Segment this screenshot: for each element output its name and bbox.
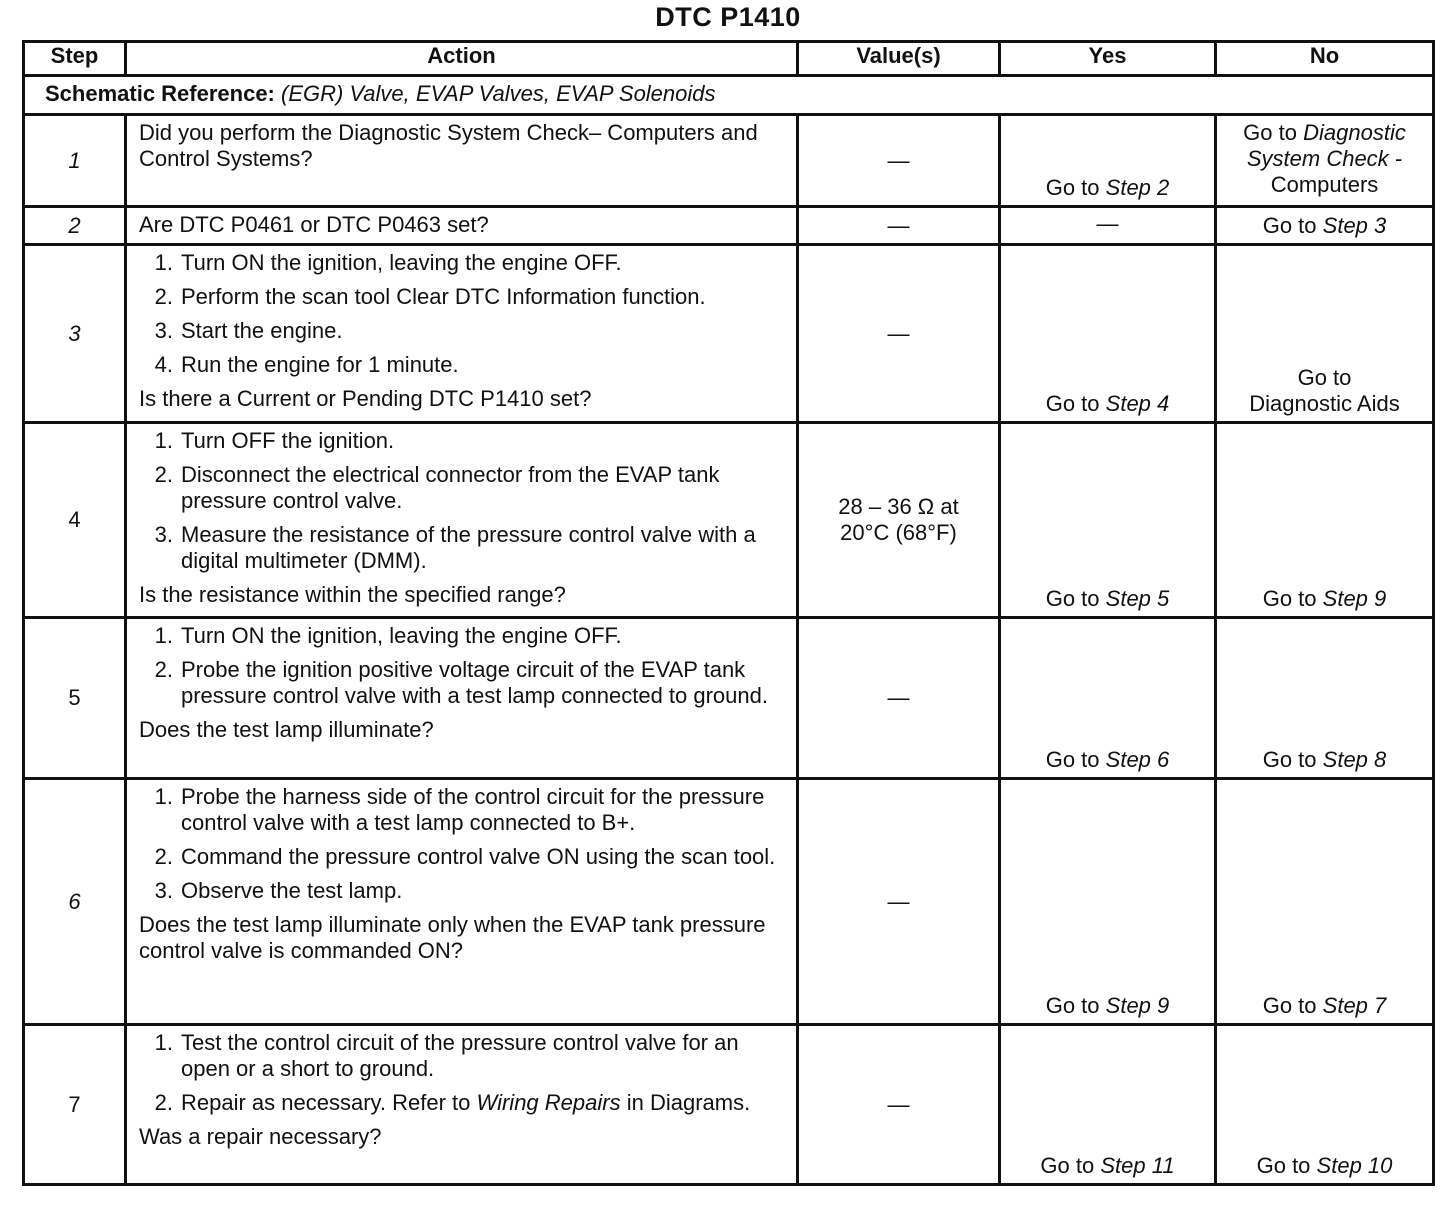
action-cell — [126, 1025, 798, 1185]
step-question: Is the resistance within the specified range? — [139, 582, 566, 607]
action-cell — [126, 245, 798, 423]
no-cell: Go to Diagnostic Aids — [1216, 245, 1434, 423]
instruction-list — [139, 1030, 784, 1116]
header-yes: Yes — [1000, 42, 1216, 76]
step-question: Did you perform the Diagnostic System Check– Computers and Control Systems? — [139, 120, 758, 171]
step-question: Are DTC P0461 or DTC P0463 set? — [139, 212, 489, 237]
no-step-link[interactable]: Step 10 — [1316, 1153, 1393, 1178]
instruction-list — [139, 784, 784, 904]
wiring-repairs-link[interactable]: Wiring Repairs — [476, 1090, 621, 1115]
no-cell: Go to Step 8 — [1216, 618, 1434, 779]
yes-step-link[interactable]: Step 11 — [1100, 1153, 1175, 1178]
step-question: Is there a Current or Pending DTC P1410 set? — [139, 386, 592, 411]
action-cell — [126, 423, 798, 618]
header-step: Step — [24, 42, 126, 76]
list-item: 2. Perform the scan tool Clear DTC Information function. — [154, 284, 706, 309]
value-cell: — — [798, 779, 1000, 1025]
value-cell: 28 – 36 Ω at 20°C (68°F) — [798, 423, 1000, 618]
step-number: 5 — [24, 618, 126, 779]
list-item: 1. Turn OFF the ignition. — [154, 428, 395, 453]
table-row — [24, 115, 1434, 207]
table-row — [24, 207, 1434, 245]
table-row — [24, 779, 1434, 1025]
step-number: 1 — [24, 115, 126, 207]
step-number: 7 — [24, 1025, 126, 1185]
yes-cell: Go to Step 9 — [1000, 779, 1216, 1025]
list-item: 2. Command the pressure control valve ON using the scan tool. — [154, 844, 776, 869]
action-cell — [126, 618, 798, 779]
no-step-link[interactable]: Step 7 — [1322, 993, 1387, 1018]
list-item: 1. Probe the harness side of the control circuit for the pressure control valve with a test lamp connected to B+. — [154, 784, 765, 835]
yes-cell: Go to Step 11 — [1000, 1025, 1216, 1185]
schematic-row — [24, 76, 1434, 115]
value-cell: — — [798, 245, 1000, 423]
table-row — [24, 1025, 1434, 1185]
no-step-link[interactable]: Diagnostic Aids — [1249, 391, 1400, 416]
diagnostic-table — [22, 40, 1435, 1186]
no-cell: Go to Diagnostic System Check - Computers — [1216, 115, 1434, 207]
yes-cell: Go to Step 2 — [1000, 115, 1216, 207]
step-number: 2 — [24, 207, 126, 245]
header-action: Action — [126, 42, 798, 76]
list-item: 2. Repair as necessary. Refer to Wiring Repairs in Diagrams. — [154, 1090, 751, 1115]
step-question: Does the test lamp illuminate only when the EVAP tank pressure control valve is commanded ON? — [139, 912, 766, 963]
no-cell: Go to Step 3 — [1216, 207, 1434, 245]
schematic-text: (EGR) Valve, EVAP Valves, EVAP Solenoids — [281, 81, 716, 106]
header-no: No — [1216, 42, 1434, 76]
yes-step-link[interactable]: Step 6 — [1105, 747, 1170, 772]
action-cell — [126, 779, 798, 1025]
no-step-link[interactable]: Diagnostic System Check - — [1246, 120, 1406, 171]
instruction-list — [139, 623, 784, 709]
yes-cell: Go to Step 6 — [1000, 618, 1216, 779]
list-item: 1. Turn ON the ignition, leaving the engine OFF. — [154, 250, 622, 275]
table-row — [24, 618, 1434, 779]
list-item: 2. Probe the ignition positive voltage circuit of the EVAP tank pressure control valve with a test lamp connected to ground. — [154, 657, 768, 708]
yes-cell: Go to Step 4 — [1000, 245, 1216, 423]
yes-step-link[interactable]: Step 2 — [1105, 175, 1170, 200]
step-question: Was a repair necessary? — [139, 1124, 382, 1149]
value-cell: — — [798, 115, 1000, 207]
list-item: 3. Observe the test lamp. — [154, 878, 403, 903]
step-number: 6 — [24, 779, 126, 1025]
value-cell: — — [798, 618, 1000, 779]
yes-cell: — — [1000, 207, 1216, 245]
list-item: 3. Start the engine. — [154, 318, 343, 343]
yes-step-link[interactable]: Step 4 — [1105, 391, 1170, 416]
value-cell: — — [798, 207, 1000, 245]
header-row — [24, 42, 1434, 76]
no-cell: Go to Step 10 — [1216, 1025, 1434, 1185]
value-cell: — — [798, 1025, 1000, 1185]
header-values: Value(s) — [798, 42, 1000, 76]
page-title: DTC P1410 — [655, 2, 801, 32]
list-item: 2. Disconnect the electrical connector from the EVAP tank pressure control valve. — [154, 462, 720, 513]
list-item: 3. Measure the resistance of the pressure control valve with a digital multimeter (DMM). — [154, 522, 756, 573]
instruction-list — [139, 250, 784, 378]
list-item: 4. Run the engine for 1 minute. — [154, 352, 459, 377]
table-row — [24, 423, 1434, 618]
table-row — [24, 245, 1434, 423]
list-item: 1. Test the control circuit of the pressure control valve for an open or a short to ground. — [154, 1030, 739, 1081]
step-question: Does the test lamp illuminate? — [139, 717, 434, 742]
no-cell: Go to Step 9 — [1216, 423, 1434, 618]
list-item: 1. Turn ON the ignition, leaving the engine OFF. — [154, 623, 622, 648]
step-number: 4 — [24, 423, 126, 618]
no-cell: Go to Step 7 — [1216, 779, 1434, 1025]
yes-cell: Go to Step 5 — [1000, 423, 1216, 618]
schematic-reference — [24, 76, 1434, 115]
no-step-link[interactable]: Step 3 — [1322, 213, 1387, 238]
action-cell — [126, 207, 798, 245]
action-cell — [126, 115, 798, 207]
step-number: 3 — [24, 245, 126, 423]
schematic-label: Schematic Reference: — [45, 81, 275, 106]
yes-step-link[interactable]: Step 9 — [1105, 993, 1170, 1018]
no-step-link[interactable]: Step 8 — [1322, 747, 1387, 772]
no-step-link[interactable]: Step 9 — [1322, 586, 1387, 611]
yes-step-link[interactable]: Step 5 — [1105, 586, 1170, 611]
instruction-list — [139, 428, 784, 574]
